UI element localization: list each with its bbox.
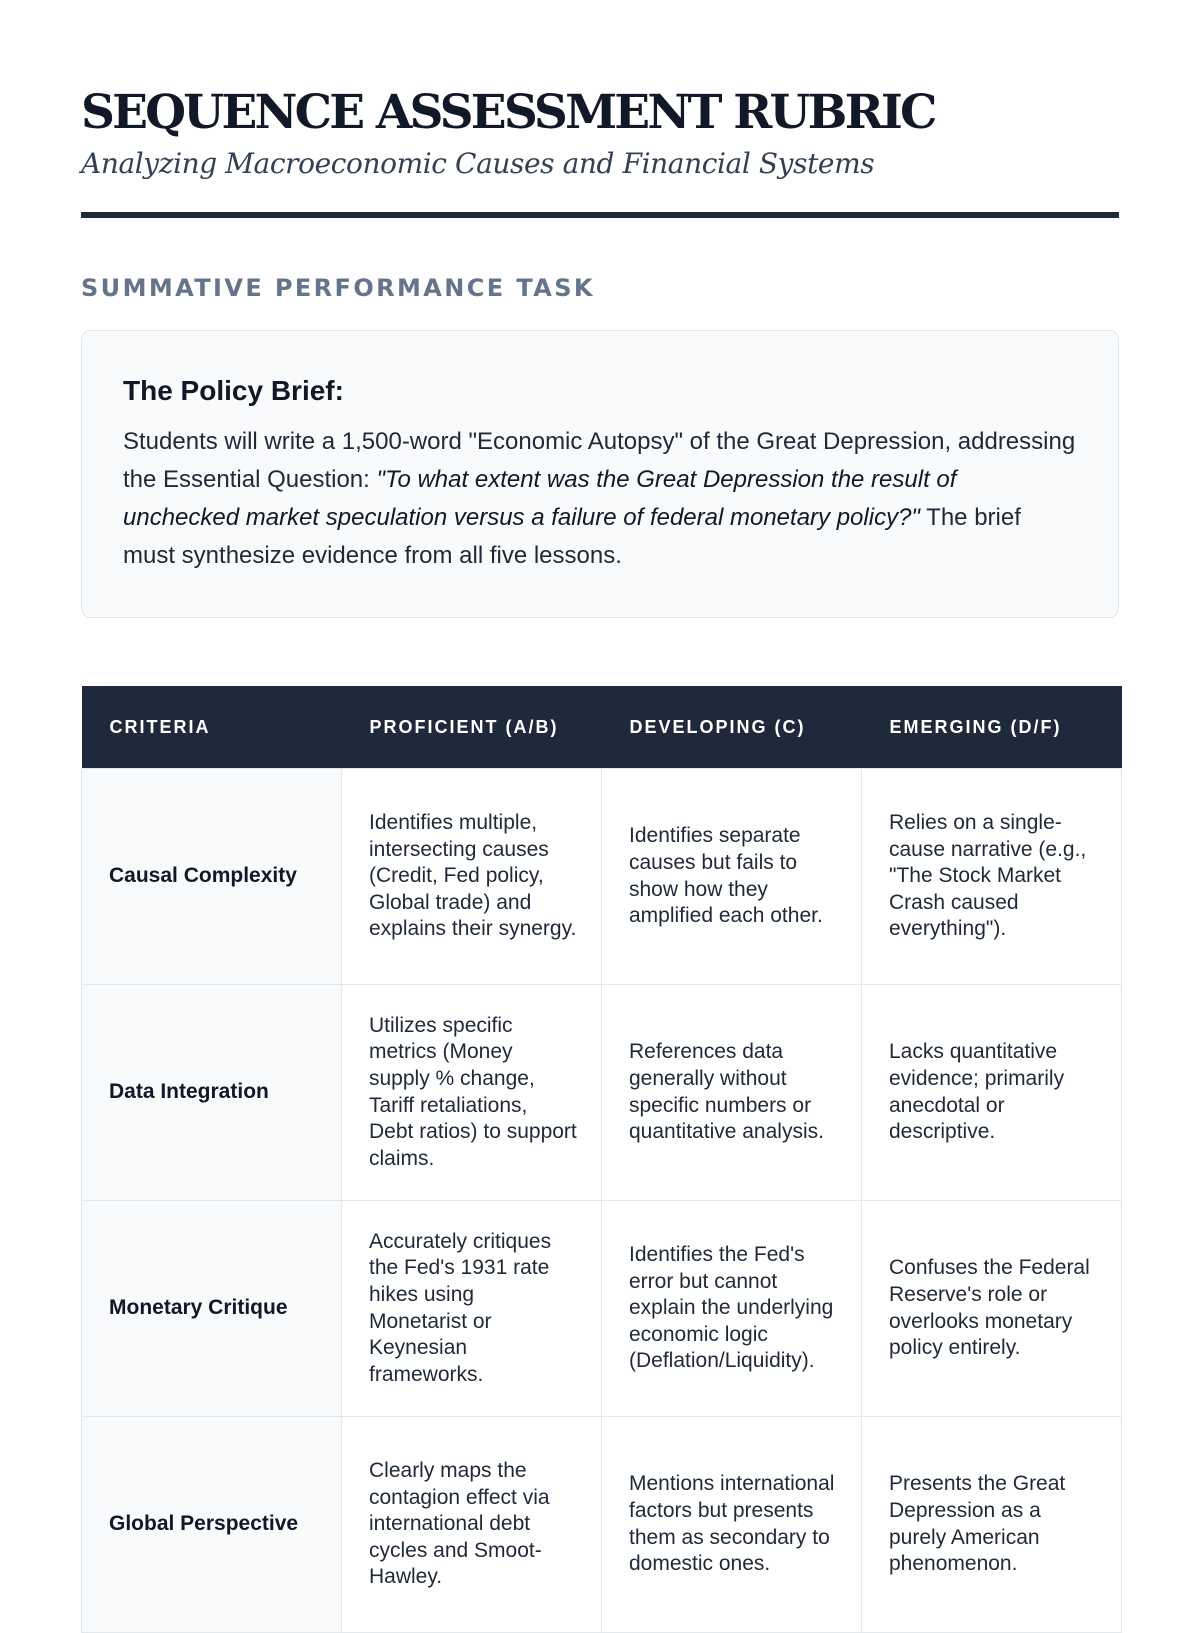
criteria-cell: Global Perspective — [82, 1417, 342, 1633]
developing-cell: References data generally without specific numbers or quantitative analysis. — [602, 985, 862, 1201]
task-card-title: The Policy Brief: — [123, 375, 344, 406]
table-row — [82, 985, 1122, 1201]
task-card-body — [123, 423, 1078, 575]
title-divider — [81, 212, 1119, 218]
emerging-cell: Presents the Great Depression as a purely American phenomenon. — [862, 1417, 1122, 1633]
essential-question: "To what extent was the Great Depression the result of unchecked market speculation versus a failure of federal monetary policy?" — [123, 466, 957, 531]
criteria-cell: Data Integration — [82, 985, 342, 1201]
developing-cell: Identifies separate causes but fails to show how they amplified each other. — [602, 769, 862, 985]
column-header-developing: DEVELOPING (C) — [602, 686, 862, 769]
criteria-cell: Causal Complexity — [82, 769, 342, 985]
page-subtitle: Analyzing Macroeconomic Causes and Financial Systems — [81, 147, 875, 180]
task-body-outro: The brief must synthesize evidence from all five lessons. — [123, 504, 1021, 569]
criteria-cell: Monetary Critique — [82, 1201, 342, 1417]
proficient-cell: Utilizes specific metrics (Money supply % change, Tariff retaliations, Debt ratios) to support claims. — [342, 985, 602, 1201]
rubric-table — [81, 686, 1122, 1633]
task-card — [81, 330, 1119, 618]
developing-cell: Mentions international factors but presents them as secondary to domestic ones. — [602, 1417, 862, 1633]
proficient-cell: Clearly maps the contagion effect via international debt cycles and Smoot-Hawley. — [342, 1417, 602, 1633]
column-header-proficient: PROFICIENT (A/B) — [342, 686, 602, 769]
emerging-cell: Relies on a single-cause narrative (e.g., "The Stock Market Crash caused everything"). — [862, 769, 1122, 985]
task-body-intro: Students will write a 1,500-word "Economic Autopsy" of the Great Depression, addressing the Essential Question: — [123, 428, 1076, 493]
table-row — [82, 1417, 1122, 1633]
emerging-cell: Confuses the Federal Reserve's role or overlooks monetary policy entirely. — [862, 1201, 1122, 1417]
section-label: SUMMATIVE PERFORMANCE TASK — [81, 274, 595, 302]
proficient-cell: Identifies multiple, intersecting causes (Credit, Fed policy, Global trade) and explains their synergy. — [342, 769, 602, 985]
table-row — [82, 1201, 1122, 1417]
rubric-header-row — [82, 686, 1122, 769]
table-row — [82, 769, 1122, 985]
page-title: SEQUENCE ASSESSMENT RUBRIC — [81, 85, 935, 140]
proficient-cell: Accurately critiques the Fed's 1931 rate hikes using Monetarist or Keynesian frameworks. — [342, 1201, 602, 1417]
developing-cell: Identifies the Fed's error but cannot explain the underlying economic logic (Deflation/Liquidity). — [602, 1201, 862, 1417]
column-header-criteria: CRITERIA — [82, 686, 342, 769]
emerging-cell: Lacks quantitative evidence; primarily anecdotal or descriptive. — [862, 985, 1122, 1201]
column-header-emerging: EMERGING (D/F) — [862, 686, 1122, 769]
